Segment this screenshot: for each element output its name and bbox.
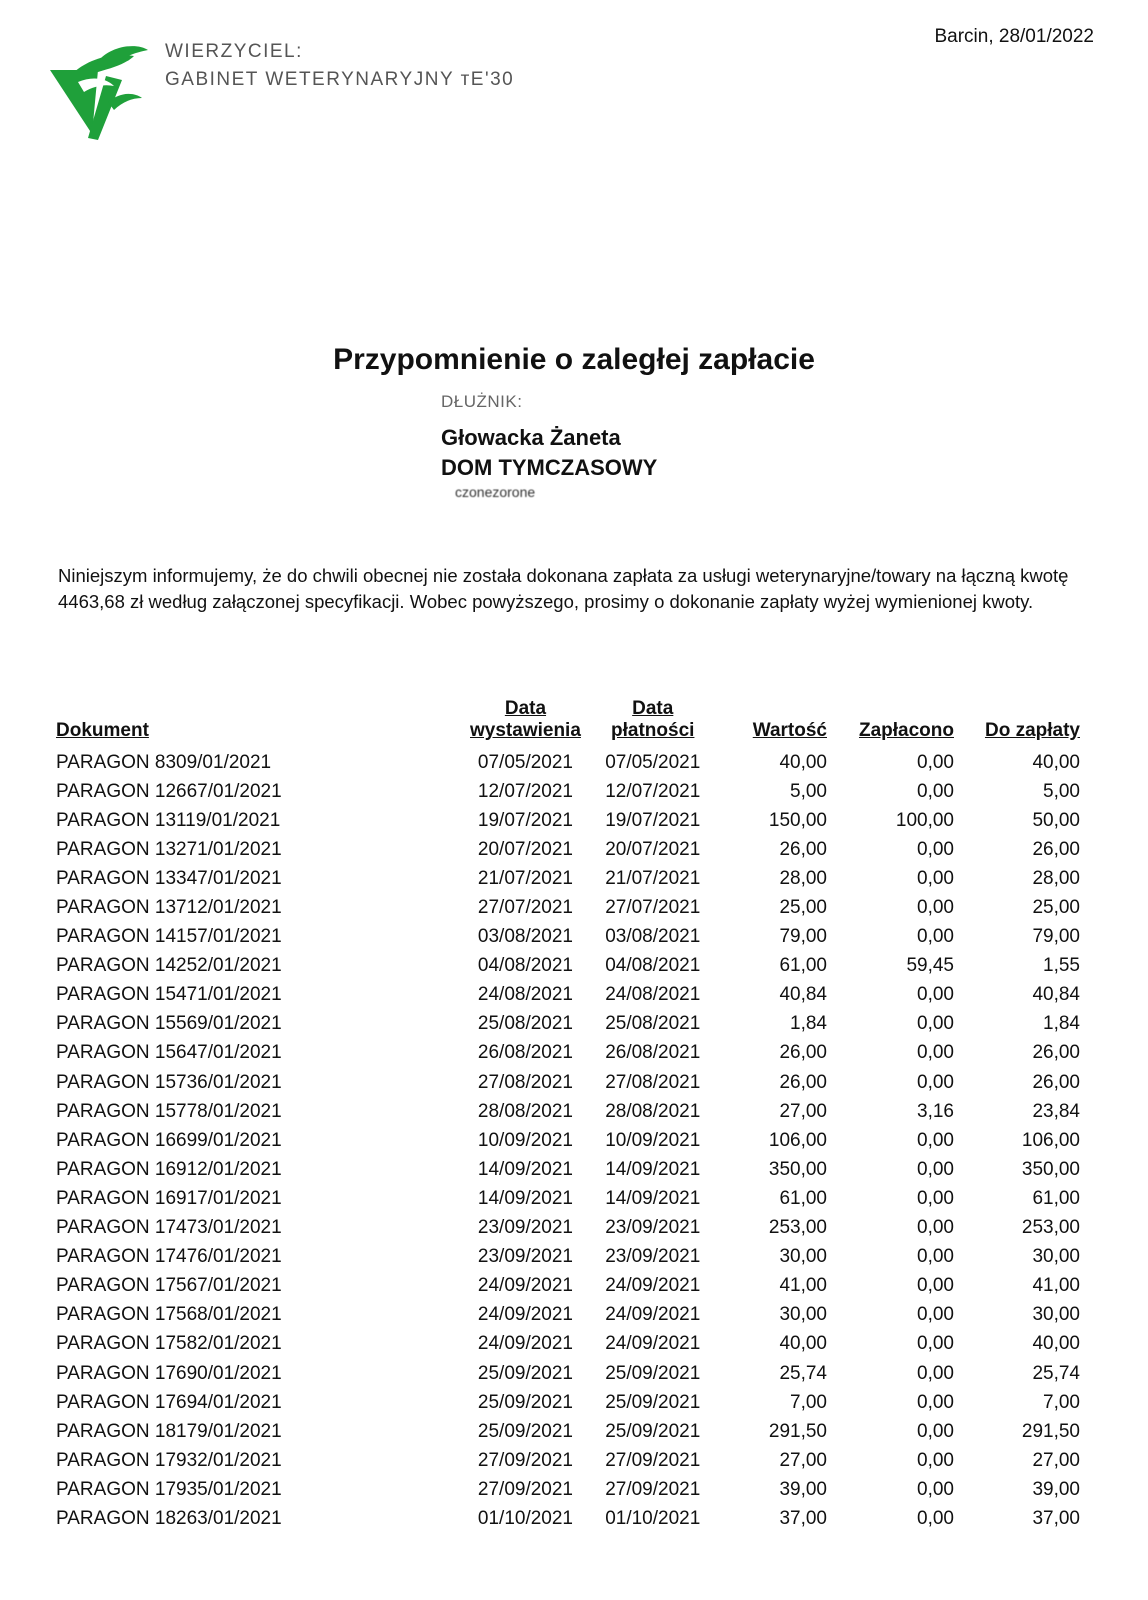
cell-value: 37,00 <box>779 1507 827 1529</box>
cell-issue-date: 14/09/2021 <box>477 1158 573 1180</box>
table-row <box>54 748 1082 777</box>
cell-value: 40,00 <box>779 751 827 773</box>
cell-payment-date: 25/09/2021 <box>605 1420 701 1442</box>
cell-paid: 3,16 <box>917 1100 954 1122</box>
table-row <box>54 1446 1082 1475</box>
table-row <box>54 1272 1082 1301</box>
cell-issue-date: 25/09/2021 <box>477 1391 573 1413</box>
cell-document: PARAGON 15778/01/2021 <box>56 1100 282 1122</box>
debtor-label: DŁUŻNIK: <box>441 392 523 411</box>
cell-document: PARAGON 12667/01/2021 <box>56 780 282 802</box>
cell-due: 25,00 <box>1032 897 1080 919</box>
cell-due: 30,00 <box>1032 1246 1080 1268</box>
cell-paid: 0,00 <box>917 1013 954 1035</box>
cell-payment-date: 14/09/2021 <box>605 1187 701 1209</box>
cell-paid: 0,00 <box>917 1449 954 1471</box>
cell-value: 26,00 <box>779 1071 827 1093</box>
cell-due: 253,00 <box>1021 1217 1080 1239</box>
cell-payment-date: 25/09/2021 <box>605 1362 701 1384</box>
cell-document: PARAGON 18263/01/2021 <box>56 1507 282 1529</box>
table-row <box>54 1068 1082 1097</box>
cell-issue-date: 24/08/2021 <box>477 984 573 1006</box>
header-value: Wartość <box>752 720 827 741</box>
specification-table <box>54 698 1082 1534</box>
table-row <box>54 1475 1082 1504</box>
cell-value: 27,00 <box>779 1100 827 1122</box>
cell-issue-date: 14/09/2021 <box>477 1187 573 1209</box>
cell-paid: 0,00 <box>917 1507 954 1529</box>
cell-document: PARAGON 16912/01/2021 <box>56 1158 282 1180</box>
cell-due: 26,00 <box>1032 1071 1080 1093</box>
cell-issue-date: 27/08/2021 <box>477 1071 573 1093</box>
cell-document: PARAGON 13712/01/2021 <box>56 897 282 919</box>
cell-due: 1,55 <box>1043 955 1080 977</box>
cell-document: PARAGON 14157/01/2021 <box>56 926 282 948</box>
cell-issue-date: 03/08/2021 <box>477 926 573 948</box>
cell-payment-date: 19/07/2021 <box>605 809 701 831</box>
cell-paid: 0,00 <box>917 1391 954 1413</box>
cell-paid: 0,00 <box>917 780 954 802</box>
cell-payment-date: 23/09/2021 <box>605 1217 701 1239</box>
cell-due: 41,00 <box>1032 1275 1080 1297</box>
cell-document: PARAGON 13271/01/2021 <box>56 838 282 860</box>
cell-value: 350,00 <box>768 1158 827 1180</box>
cell-document: PARAGON 17694/01/2021 <box>56 1391 282 1413</box>
cell-due: 23,84 <box>1032 1100 1080 1122</box>
cell-issue-date: 12/07/2021 <box>477 780 573 802</box>
cell-payment-date: 03/08/2021 <box>605 926 701 948</box>
cell-due: 61,00 <box>1032 1187 1080 1209</box>
cell-payment-date: 24/09/2021 <box>605 1275 701 1297</box>
cell-paid: 0,00 <box>917 1478 954 1500</box>
table-row <box>54 923 1082 952</box>
cell-document: PARAGON 16917/01/2021 <box>56 1187 282 1209</box>
place-date: Barcin, 28/01/2022 <box>934 26 1094 47</box>
cell-value: 5,00 <box>790 780 827 802</box>
cell-due: 39,00 <box>1032 1478 1080 1500</box>
cell-document: PARAGON 17932/01/2021 <box>56 1449 282 1471</box>
cell-document: PARAGON 14252/01/2021 <box>56 955 282 977</box>
creditor-block <box>165 38 514 94</box>
table-row <box>54 1039 1082 1068</box>
creditor-name: GABINET WETERYNARYJNY тЕ'30 <box>165 69 515 90</box>
table-row <box>54 1330 1082 1359</box>
cell-due: 5,00 <box>1043 780 1080 802</box>
cell-due: 40,00 <box>1032 751 1080 773</box>
cell-due: 40,84 <box>1032 984 1080 1006</box>
cell-due: 40,00 <box>1032 1333 1080 1355</box>
cell-issue-date: 25/09/2021 <box>477 1362 573 1384</box>
table-header-row <box>54 698 1082 748</box>
creditor-label: WIERZYCIEL: <box>165 41 303 62</box>
cell-value: 61,00 <box>779 1187 827 1209</box>
table-row <box>54 893 1082 922</box>
cell-value: 30,00 <box>779 1246 827 1268</box>
cell-value: 291,50 <box>768 1420 827 1442</box>
cell-payment-date: 28/08/2021 <box>605 1100 701 1122</box>
cell-issue-date: 28/08/2021 <box>477 1100 573 1122</box>
table-row <box>54 806 1082 835</box>
table-row <box>54 1504 1082 1533</box>
table-row <box>54 1184 1082 1213</box>
cell-issue-date: 19/07/2021 <box>477 809 573 831</box>
table-row <box>54 1243 1082 1272</box>
cell-paid: 0,00 <box>917 751 954 773</box>
table-row <box>54 835 1082 864</box>
cell-paid: 0,00 <box>917 1420 954 1442</box>
cell-issue-date: 26/08/2021 <box>477 1042 573 1064</box>
header-document: Dokument <box>56 720 149 741</box>
table-row <box>54 1359 1082 1388</box>
cell-document: PARAGON 17473/01/2021 <box>56 1217 282 1239</box>
cell-value: 79,00 <box>779 926 827 948</box>
cell-due: 79,00 <box>1032 926 1080 948</box>
cell-issue-date: 24/09/2021 <box>477 1333 573 1355</box>
cell-paid: 0,00 <box>917 1129 954 1151</box>
cell-paid: 0,00 <box>917 926 954 948</box>
cell-due: 37,00 <box>1032 1507 1080 1529</box>
cell-issue-date: 23/09/2021 <box>477 1217 573 1239</box>
cell-document: PARAGON 17690/01/2021 <box>56 1362 282 1384</box>
cell-document: PARAGON 17476/01/2021 <box>56 1246 282 1268</box>
cell-document: PARAGON 13347/01/2021 <box>56 867 282 889</box>
cell-document: PARAGON 17935/01/2021 <box>56 1478 282 1500</box>
cell-value: 27,00 <box>779 1449 827 1471</box>
table-row <box>54 777 1082 806</box>
cell-document: PARAGON 17582/01/2021 <box>56 1333 282 1355</box>
cell-value: 41,00 <box>779 1275 827 1297</box>
cell-payment-date: 10/09/2021 <box>605 1129 701 1151</box>
cell-paid: 59,45 <box>906 955 954 977</box>
cell-value: 40,00 <box>779 1333 827 1355</box>
page-title: Przypomnienie o zaległej zapłacie <box>333 343 815 376</box>
cell-document: PARAGON 15471/01/2021 <box>56 984 282 1006</box>
cell-value: 253,00 <box>768 1217 827 1239</box>
cell-paid: 0,00 <box>917 1275 954 1297</box>
table-body <box>54 748 1082 1534</box>
cell-payment-date: 04/08/2021 <box>605 955 701 977</box>
header-due: Do zapłaty <box>984 720 1080 741</box>
cell-payment-date: 01/10/2021 <box>605 1507 701 1529</box>
header-issue-date: Data wystawienia <box>470 698 581 741</box>
cell-payment-date: 24/09/2021 <box>605 1304 701 1326</box>
cell-payment-date: 26/08/2021 <box>605 1042 701 1064</box>
cell-paid: 0,00 <box>917 1362 954 1384</box>
clinic-logo <box>48 42 160 146</box>
cell-value: 26,00 <box>779 838 827 860</box>
cell-payment-date: 27/09/2021 <box>605 1478 701 1500</box>
table-row <box>54 1010 1082 1039</box>
cell-paid: 0,00 <box>917 1158 954 1180</box>
debtor-org: DOM TYMCZASOWY <box>441 455 658 480</box>
cell-document: PARAGON 15569/01/2021 <box>56 1013 282 1035</box>
cell-issue-date: 24/09/2021 <box>477 1304 573 1326</box>
cell-due: 26,00 <box>1032 838 1080 860</box>
table-row <box>54 1388 1082 1417</box>
cell-payment-date: 14/09/2021 <box>605 1158 701 1180</box>
intro-paragraph: Niniejszym informujemy, że do chwili obecnej nie została dokonana zapłata za usługi weterynaryjne/towary na łączną kwotę 4463,68 zł według załączonej specyfikacji. Wobec powyższego, prosimy o dokonanie zapłaty wyżej wymienionej kwoty. <box>58 565 1069 612</box>
cell-paid: 0,00 <box>917 838 954 860</box>
cell-issue-date: 07/05/2021 <box>477 751 573 773</box>
cell-value: 39,00 <box>779 1478 827 1500</box>
table-row <box>54 1097 1082 1126</box>
table-row <box>54 1301 1082 1330</box>
cell-payment-date: 23/09/2021 <box>605 1246 701 1268</box>
cell-issue-date: 21/07/2021 <box>477 867 573 889</box>
cell-value: 28,00 <box>779 867 827 889</box>
cell-issue-date: 04/08/2021 <box>477 955 573 977</box>
cell-document: PARAGON 18179/01/2021 <box>56 1420 282 1442</box>
cell-payment-date: 07/05/2021 <box>605 751 701 773</box>
cell-paid: 0,00 <box>917 1304 954 1326</box>
table-row <box>54 952 1082 981</box>
cell-paid: 0,00 <box>917 1042 954 1064</box>
cell-issue-date: 01/10/2021 <box>477 1507 573 1529</box>
cell-issue-date: 25/09/2021 <box>477 1420 573 1442</box>
cell-paid: 0,00 <box>917 897 954 919</box>
cell-due: 27,00 <box>1032 1449 1080 1471</box>
cell-document: PARAGON 16699/01/2021 <box>56 1129 282 1151</box>
cell-issue-date: 10/09/2021 <box>477 1129 573 1151</box>
cell-issue-date: 23/09/2021 <box>477 1246 573 1268</box>
table-row <box>54 1126 1082 1155</box>
cell-paid: 0,00 <box>917 1071 954 1093</box>
cell-issue-date: 25/08/2021 <box>477 1013 573 1035</box>
table-row <box>54 1155 1082 1184</box>
cell-paid: 0,00 <box>917 1246 954 1268</box>
cell-document: PARAGON 15736/01/2021 <box>56 1071 282 1093</box>
header-paid: Zapłacono <box>858 720 954 741</box>
cell-value: 61,00 <box>779 955 827 977</box>
cell-document: PARAGON 8309/01/2021 <box>56 751 272 773</box>
cell-due: 26,00 <box>1032 1042 1080 1064</box>
cell-due: 25,74 <box>1032 1362 1080 1384</box>
cell-due: 28,00 <box>1032 867 1080 889</box>
cell-paid: 0,00 <box>917 867 954 889</box>
cell-value: 40,84 <box>779 984 827 1006</box>
cell-value: 26,00 <box>779 1042 827 1064</box>
cell-document: PARAGON 13119/01/2021 <box>56 809 281 831</box>
cell-paid: 0,00 <box>917 984 954 1006</box>
cell-due: 1,84 <box>1043 1013 1080 1035</box>
cell-issue-date: 27/09/2021 <box>477 1478 573 1500</box>
cell-due: 350,00 <box>1021 1158 1080 1180</box>
cell-issue-date: 24/09/2021 <box>477 1275 573 1297</box>
cell-due: 7,00 <box>1043 1391 1080 1413</box>
cell-payment-date: 20/07/2021 <box>605 838 701 860</box>
cell-issue-date: 20/07/2021 <box>477 838 573 860</box>
cell-paid: 0,00 <box>917 1333 954 1355</box>
cell-document: PARAGON 17567/01/2021 <box>56 1275 282 1297</box>
cell-payment-date: 27/07/2021 <box>605 897 701 919</box>
creditor-suffix: тЕ'30 <box>460 69 515 90</box>
cell-paid: 0,00 <box>917 1187 954 1209</box>
cell-due: 50,00 <box>1032 809 1080 831</box>
cell-payment-date: 12/07/2021 <box>605 780 701 802</box>
header-payment-date: Data płatności <box>611 698 695 741</box>
cell-payment-date: 21/07/2021 <box>605 867 701 889</box>
cell-paid: 100,00 <box>895 809 954 831</box>
table-row <box>54 864 1082 893</box>
table-row <box>54 1214 1082 1243</box>
cell-value: 106,00 <box>768 1129 827 1151</box>
cell-due: 30,00 <box>1032 1304 1080 1326</box>
cell-payment-date: 27/09/2021 <box>605 1449 701 1471</box>
cell-document: PARAGON 17568/01/2021 <box>56 1304 282 1326</box>
debtor-address: czonezorone <box>455 484 536 500</box>
debtor-name: Głowacka Żaneta <box>441 425 621 450</box>
cell-payment-date: 25/08/2021 <box>605 1013 701 1035</box>
cell-payment-date: 27/08/2021 <box>605 1071 701 1093</box>
cell-value: 150,00 <box>768 809 827 831</box>
cell-issue-date: 27/07/2021 <box>477 897 573 919</box>
cell-value: 25,74 <box>779 1362 827 1384</box>
cell-value: 30,00 <box>779 1304 827 1326</box>
cell-paid: 0,00 <box>917 1217 954 1239</box>
cell-payment-date: 24/09/2021 <box>605 1333 701 1355</box>
cell-payment-date: 25/09/2021 <box>605 1391 701 1413</box>
cell-value: 1,84 <box>790 1013 827 1035</box>
cell-due: 291,50 <box>1021 1420 1080 1442</box>
cell-due: 106,00 <box>1021 1129 1080 1151</box>
cell-payment-date: 24/08/2021 <box>605 984 701 1006</box>
cell-issue-date: 27/09/2021 <box>477 1449 573 1471</box>
cell-value: 25,00 <box>779 897 827 919</box>
cell-value: 7,00 <box>790 1391 827 1413</box>
table-row <box>54 1417 1082 1446</box>
cell-document: PARAGON 15647/01/2021 <box>56 1042 282 1064</box>
table-row <box>54 981 1082 1010</box>
